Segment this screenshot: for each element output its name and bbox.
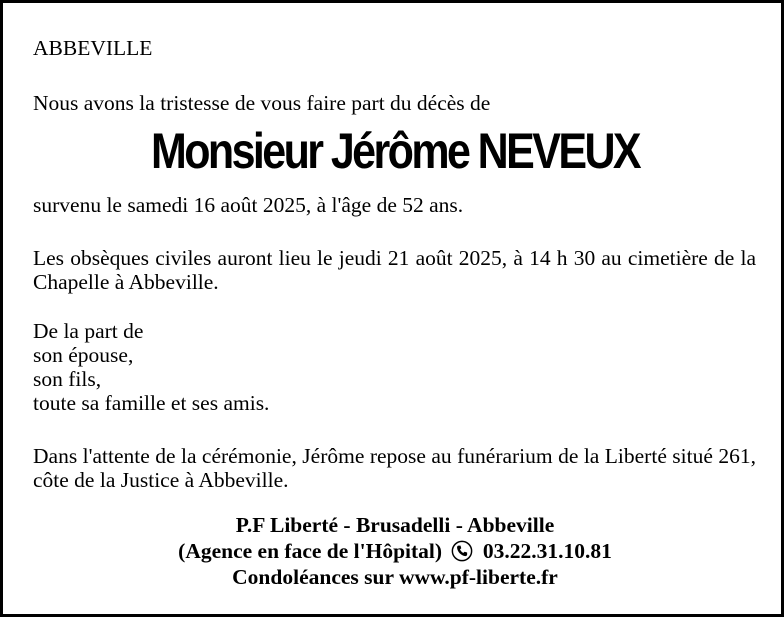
resting-info: Dans l'attente de la cérémonie, Jérôme repose au funérarium de la Liberté situé 261, côte de la Justice à Abbeville. (33, 444, 756, 492)
phone-icon (451, 540, 473, 562)
company-name: P.F Liberté - Brusadelli - Abbeville (235, 513, 555, 537)
town-heading: ABBEVILLE (33, 36, 153, 60)
condolences-line[interactable]: Condoléances sur www.pf-liberte.fr (232, 565, 558, 589)
family-block (33, 319, 756, 415)
deceased-name: Monsieur Jérôme NEVEUX (150, 123, 640, 179)
family-line: son fils, (33, 367, 102, 391)
agency-line (3, 538, 784, 564)
funeral-home-footer (3, 512, 784, 590)
family-line: toute sa famille et ses amis. (33, 391, 270, 415)
family-line: De la part de (33, 319, 144, 343)
family-line: son épouse, (33, 343, 134, 367)
death-info: survenu le samedi 16 août 2025, à l'âge de 52 ans. (33, 193, 464, 217)
intro-text: Nous avons la tristesse de vous faire part du décès de (33, 91, 491, 115)
phone-number[interactable]: 03.22.31.10.81 (482, 539, 612, 563)
agency-location: (Agence en face de l'Hôpital) (178, 539, 443, 563)
funeral-info: Les obsèques civiles auront lieu le jeudi 21 août 2025, à 14 h 30 au cimetière de la Chapelle à Abbeville. (33, 246, 756, 294)
